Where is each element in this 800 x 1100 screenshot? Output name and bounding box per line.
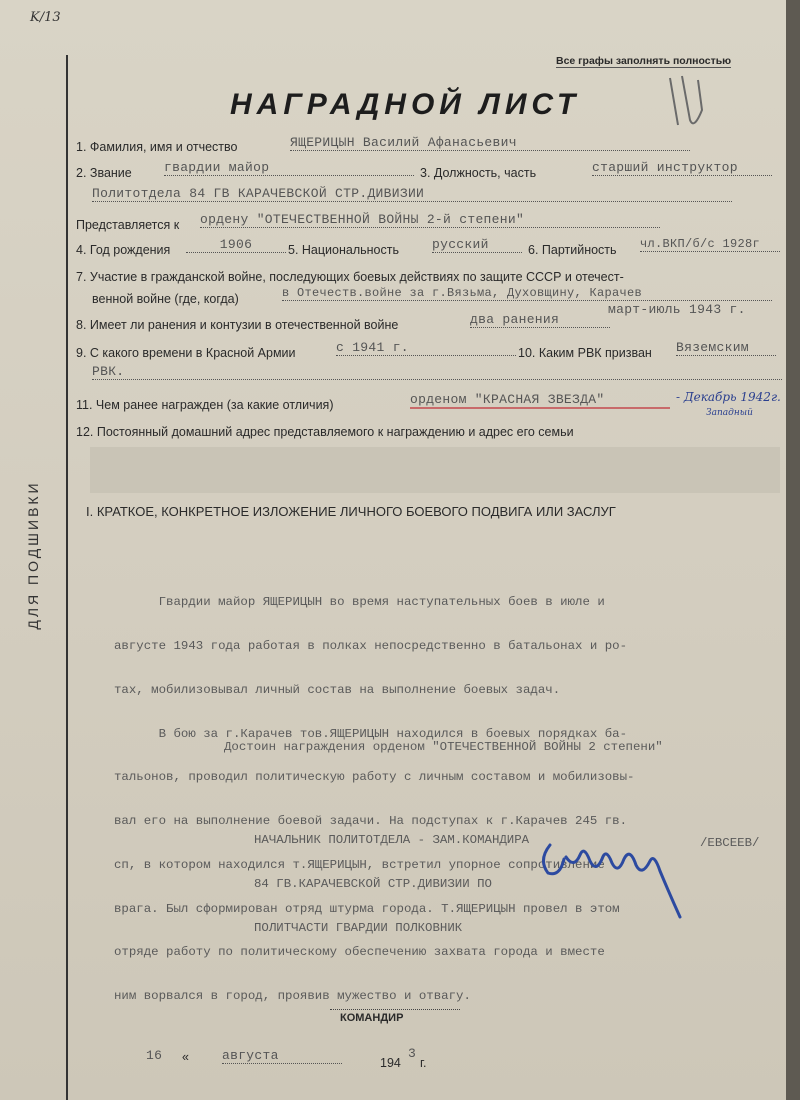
binding-sidebar	[22, 440, 44, 670]
field-11-handwritten: - Декабрь 1942г.	[676, 390, 781, 404]
field-6-label: 6. Партийность	[528, 243, 617, 257]
date-month: августа	[222, 1048, 342, 1064]
date-year-prefix: 194	[380, 1056, 401, 1070]
field-5-value: русский	[432, 237, 522, 253]
signature-line: НАЧАЛЬНИК ПОЛИТОТДЕЛА - ЗАМ.КОМАНДИРА	[254, 833, 530, 848]
sidebar-label: ДЛЯ ПОДШИВКИ	[25, 480, 41, 630]
narrative-line: августе 1943 года работая в полках непосредственно в батальонах и ро-	[114, 638, 628, 653]
field-12-label: 12. Постоянный домашний адрес представляемого к награждению и адрес его семьи	[76, 425, 574, 439]
represented-label: Представляется к	[76, 218, 180, 232]
field-3-value: старший инструктор	[592, 160, 772, 176]
field-2-label: 2. Звание	[76, 166, 132, 180]
handwritten-signature	[530, 825, 710, 925]
field-10-value: Вяземским	[676, 340, 776, 356]
field-6-value: чл.ВКП/б/с 1928г	[640, 237, 780, 252]
field-7-label-cont: венной войне (где, когда)	[92, 292, 239, 306]
narrative-line: врага. Был сформирован отряд штурма города. Т.ЯЩЕРИЦЫН провел в этом	[114, 901, 620, 916]
date-day: 16	[146, 1048, 163, 1063]
section-1-title: I. КРАТКОЕ, КОНКРЕТНОЕ ИЗЛОЖЕНИЕ ЛИЧНОГО БОЕВОГО ПОДВИГА ИЛИ ЗАСЛУГ	[86, 504, 616, 519]
narrative-line: тальонов, проводил политическую работу с личным составом и мобилизовы-	[114, 770, 635, 785]
field-4-value: 1906	[186, 237, 286, 253]
document-title: НАГРАДНОЙ ЛИСТ	[230, 88, 581, 121]
narrative-line: ним ворвался в город, проявив мужество и отвагу.	[114, 989, 471, 1004]
date-year-suffix: г.	[420, 1056, 427, 1070]
field-3-value-cont: Политотдела 84 ГВ КАРАЧЕВСКОЙ СТР.ДИВИЗИИ	[92, 186, 732, 202]
field-9-label: 9. С какого времени в Красной Армии	[76, 346, 296, 360]
date-year-digit: 3	[408, 1046, 417, 1061]
corner-mark: K/13	[30, 10, 61, 25]
field-2-value: гвардии майор	[164, 160, 414, 176]
conclusion-text: Достоин награждения орденом "ОТЕЧЕСТВЕННОЙ ВОЙНЫ 2 степени"	[224, 740, 663, 754]
narrative-line: вал его на выполнение боевой задачи. На подступах к г.Карачев 245 гв.	[114, 814, 628, 829]
field-7-value: в Отечеств.войне за г.Вязьма, Духовщину, Карачев	[282, 286, 772, 301]
field-10-value-cont: РВК.	[92, 364, 782, 380]
represented-value: ордену "ОТЕЧЕСТВЕННОЙ ВОЙНЫ 2-й степени"	[200, 212, 660, 228]
signer-name: /ЕВСЕЕВ/	[700, 836, 760, 850]
signature-line: 84 ГВ.КАРАЧЕВСКОЙ СТР.ДИВИЗИИ ПО	[254, 876, 492, 891]
field-3-label: 3. Должность, часть	[420, 166, 537, 180]
commander-line	[330, 1009, 460, 1010]
binding-margin-line	[66, 55, 68, 1100]
top-note: Все графы заполнять полностью	[556, 55, 732, 67]
field-1-value: ЯЩЕРИЦЫН Василий Афанасьевич	[290, 135, 690, 151]
signature-line: ПОЛИТЧАСТИ ГВАРДИИ ПОЛКОВНИК	[254, 920, 463, 935]
narrative-line: тах, мобилизовывал личный состав на выполнение боевых задач.	[114, 682, 561, 697]
signature-block	[254, 804, 529, 965]
date-quote-mark: «	[182, 1050, 189, 1064]
field-11-label: 11. Чем ранее награжден (за какие отличия)	[76, 398, 334, 412]
commander-label: КОМАНДИР	[340, 1012, 404, 1024]
field-7-value-cont: март-июль 1943 г.	[608, 302, 746, 317]
narrative-line: сп, в котором находился т.ЯЩЕРИЦЫН, встретил упорное сопротивление	[114, 857, 605, 872]
narrative-line: В бою за г.Карачев тов.ЯЩЕРИЦЫН находился в боевых порядках ба-	[114, 726, 628, 741]
handwritten-mark	[660, 70, 710, 140]
field-4-label: 4. Год рождения	[76, 243, 171, 257]
field-1-label: 1. Фамилия, имя и отчество	[76, 140, 238, 154]
field-11-handwritten-cont: Западный	[706, 408, 753, 418]
field-11-value: орденом "КРАСНАЯ ЗВЕЗДА"	[410, 392, 670, 409]
field-7-label: 7. Участие в гражданской войне, последующих боевых действиях по защите СССР и отечест-	[76, 270, 624, 284]
redacted-address	[90, 447, 780, 493]
field-10-label: 10. Каким РВК призван	[518, 346, 652, 360]
page-edge	[786, 0, 800, 1100]
field-5-label: 5. Национальность	[288, 243, 399, 257]
field-8-label: 8. Имеет ли ранения и контузии в отечественной войне	[76, 318, 399, 332]
field-9-value: с 1941 г.	[336, 340, 516, 356]
narrative-line: Гвардии майор ЯЩЕРИЦЫН во время наступательных боев в июле и	[114, 595, 605, 610]
field-8-value: два ранения	[470, 312, 610, 328]
narrative-line: отряде работу по политическому обеспечению захвата города и вместе	[114, 945, 605, 960]
